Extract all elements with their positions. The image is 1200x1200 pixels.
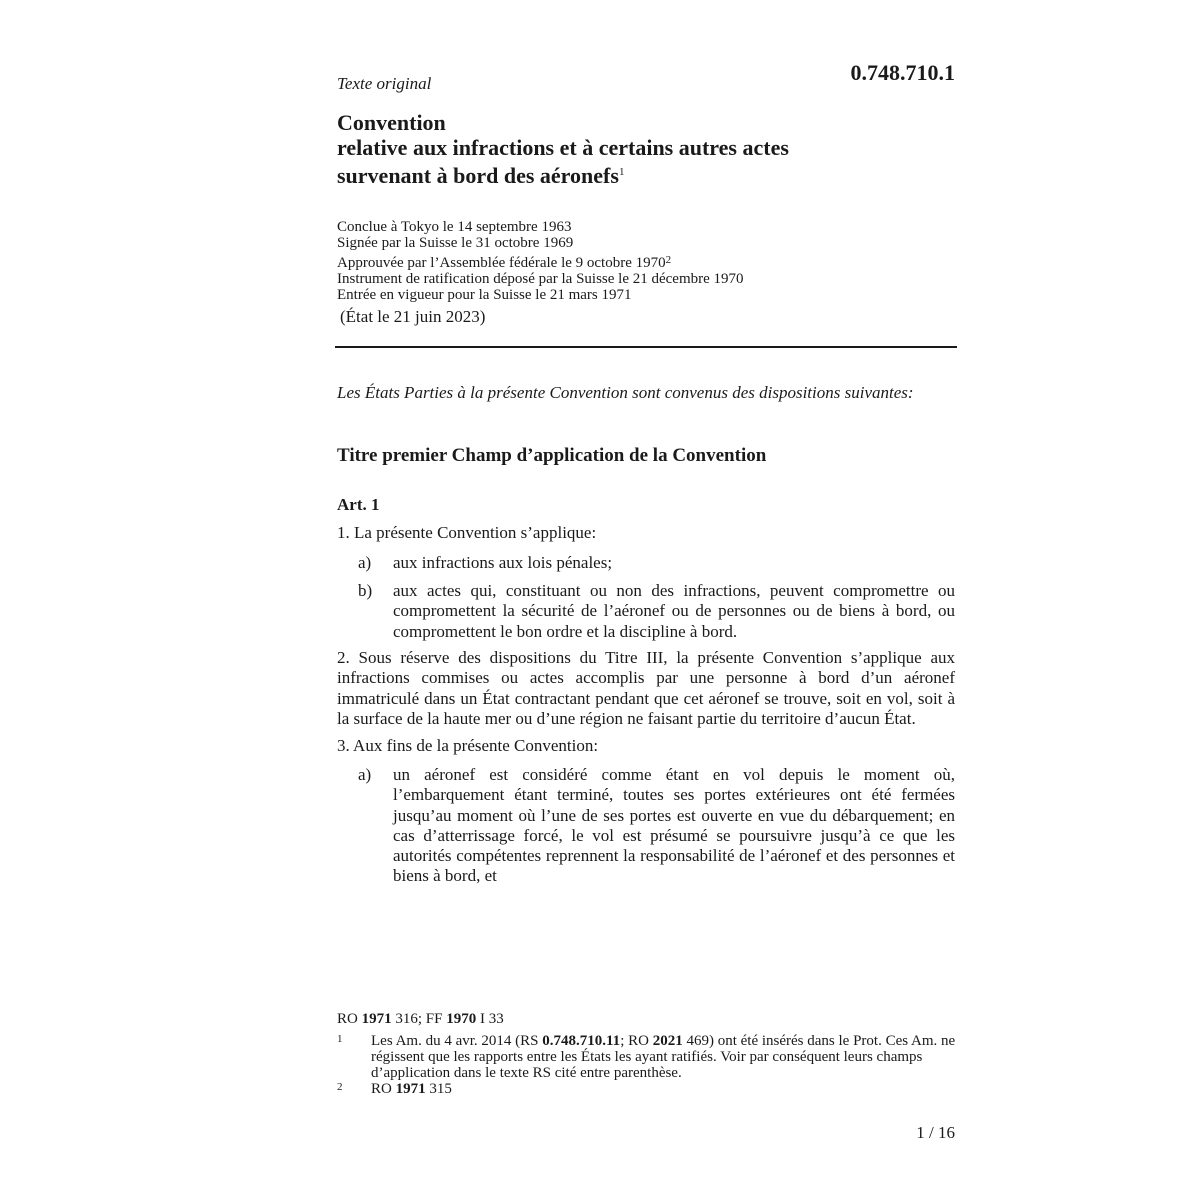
source-ro-label: RO — [337, 1011, 362, 1027]
rs-number: 0.748.710.1 — [850, 60, 955, 85]
article-paragraph-2: 2. Sous réserve des dispositions du Titre III, la présente Convention s’applique aux infractions commises ou actes accomplis par une personne à bord d’un aéronef immatriculé dans un État contractant pendant que cet aéronef se trouve, soit en vol, soit à la surface de la haute mer ou d’une région ne faisant partie du territoire d’aucun État. — [337, 648, 955, 728]
footnote-number: 2 — [337, 1081, 343, 1093]
meta-ratification: Instrument de ratification déposé par la Suisse le 21 décembre 1970 — [337, 270, 744, 287]
title-line-3 — [337, 160, 789, 188]
list-item-text: aux infractions aux lois pénales; — [393, 553, 613, 572]
footnote-text-part: RO — [371, 1081, 396, 1097]
list-item-label: a) — [358, 765, 372, 784]
source-ro-page: 316; FF — [391, 1011, 447, 1027]
footnote-text — [371, 1081, 961, 1097]
article-heading: Art. 1 — [337, 495, 380, 514]
meta-signed: Signée par la Suisse le 31 octobre 1969 — [337, 235, 574, 252]
meta-entry: Entrée en vigueur pour la Suisse le 21 mars 1971 — [337, 287, 632, 304]
preamble: Les États Parties à la présente Convention sont convenus des dispositions suivantes: — [337, 383, 914, 402]
footnote-text-part: 315 — [425, 1081, 452, 1097]
section-title: Titre premier Champ d’application de la Convention — [337, 445, 767, 466]
document-title — [337, 110, 789, 188]
meta-concluded: Conclue à Tokyo le 14 septembre 1963 — [337, 219, 572, 235]
footnote-text-part: ; RO — [620, 1033, 653, 1049]
meta-approved — [337, 252, 744, 271]
list-item-label: b) — [358, 581, 373, 600]
document-page — [337, 0, 959, 1200]
list-item-label: a) — [358, 553, 372, 572]
header-divider — [335, 346, 957, 348]
footnote-text-part: 469) ont été insérés dans le Prot. Ces Am. ne régissent que les rapports entre les États les ayant ratifiés. Voir par conséquent leurs champs d’application dans le texte RS cité entre parenthèse. — [371, 1033, 956, 1081]
footnote-ref-1[interactable]: 1 — [618, 166, 625, 178]
source-ff-year: 1970 — [446, 1011, 477, 1027]
title-line-1: Convention — [337, 110, 446, 135]
footnote-number: 1 — [337, 1033, 343, 1045]
footnote-ro-year: 2021 — [652, 1033, 683, 1049]
article-paragraph-1: 1. La présente Convention s’applique: — [337, 523, 597, 542]
article-paragraph-3: 3. Aux fins de la présente Convention: — [337, 736, 599, 755]
footnote-text — [371, 1033, 961, 1081]
footnote-ref-2[interactable]: 2 — [665, 253, 672, 266]
page-number: 1 / 16 — [916, 1123, 955, 1142]
title-line-2: relative aux infractions et à certains autres actes — [337, 135, 789, 160]
source-ro-year: 1971 — [361, 1011, 392, 1027]
title-line-3-text: survenant à bord des aéronefs — [337, 163, 619, 188]
footnote-source — [337, 1011, 504, 1028]
footnote-rs-number: 0.748.710.11 — [542, 1033, 621, 1049]
list-item-text: aux actes qui, constituant ou non des infractions, peuvent compromettre ou compromettent la sécurité de l’aéronef ou de personnes ou de biens à bord, ou compromettent le bon ordre et la discipline à bord. — [393, 581, 955, 641]
treaty-metadata — [337, 219, 744, 303]
source-ff-page: I 33 — [476, 1011, 504, 1027]
footnote-ro-year: 1971 — [395, 1081, 426, 1097]
list-item-text: un aéronef est considéré comme étant en vol depuis le moment où, l’embarquement étant terminé, toutes ses portes extérieures ont été fermées jusqu’au moment où l’une de ses portes est ouverte en vue du débarquement; en cas d’atterrissage forcé, le vol est présumé se poursuivre jusqu’à ce que les autorités compétentes reprennent la responsabilité de l’aéronef et des personnes et biens à bord, et — [393, 765, 955, 886]
original-text-label: Texte original — [337, 74, 432, 93]
state-date: (État le 21 juin 2023) — [340, 307, 486, 326]
meta-approved-text: Approuvée par l’Assemblée fédérale le 9 octobre 1970 — [337, 254, 666, 271]
footnote-text-part: Les Am. du 4 avr. 2014 (RS — [371, 1033, 543, 1049]
